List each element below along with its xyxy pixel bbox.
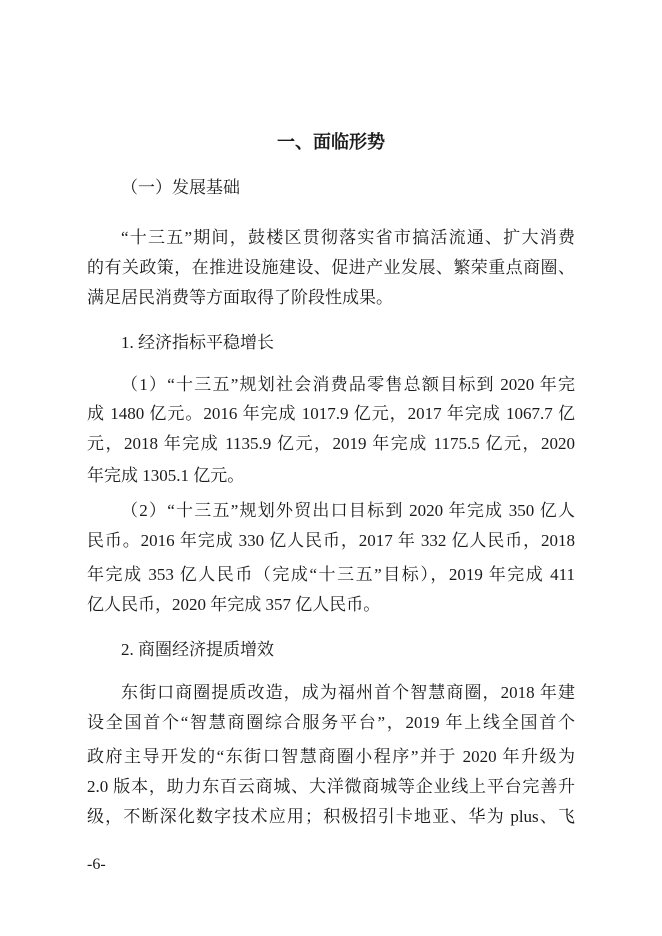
text-line: 2. 商圈经济提质增效 <box>121 640 274 659</box>
text-line: 1. 经济指标平稳增长 <box>121 333 274 352</box>
text-line: 级，不断深化数字技术应用；积极招引卡地亚、华为 plus、飞 <box>87 807 575 826</box>
page-number: -6- <box>87 856 106 873</box>
text-line: 亿人民币，2020 年完成 357 亿人民币。 <box>87 595 381 614</box>
text-line: （一）发展基础 <box>121 178 240 197</box>
text-line: 元，2018 年完成 1135.9 亿元，2019 年完成 1175.5 亿元，2020 <box>87 434 575 453</box>
text-line: 政府主导开发的“东街口智慧商圈小程序”并于 2020 年升级为 <box>87 747 575 766</box>
text-line: 2.0 版本，助力东百云商城、大洋微商城等企业线上平台完善升 <box>87 777 575 796</box>
section-title: 一、面临形势 <box>277 132 385 153</box>
text-line: 年完成 353 亿人民币（完成“十三五”目标），2019 年完成 411 <box>87 565 575 584</box>
text-line: 成 1480 亿元。2016 年完成 1017.9 亿元，2017 年完成 1067.7 亿 <box>87 404 575 423</box>
text-line: 年完成 1305.1 亿元。 <box>87 466 245 485</box>
text-line: “十三五”期间，鼓楼区贯彻落实省市搞活流通、扩大消费 <box>121 228 575 247</box>
text-line: 满足居民消费等方面取得了阶段性成果。 <box>87 288 393 307</box>
text-line: 东街口商圈提质改造，成为福州首个智慧商圈，2018 年建 <box>121 683 575 702</box>
text-line: 设全国首个“智慧商圈综合服务平台”，2019 年上线全国首个 <box>87 713 575 732</box>
text-line: 的有关政策，在推进设施建设、促进产业发展、繁荣重点商圈、 <box>87 258 575 277</box>
text-line: （1）“十三五”规划社会消费品零售总额目标到 2020 年完 <box>121 375 575 394</box>
text-line: 民币。2016 年完成 330 亿人民币，2017 年 332 亿人民币，2018 <box>87 531 575 550</box>
text-line: （2）“十三五”规划外贸出口目标到 2020 年完成 350 亿人 <box>121 501 575 520</box>
